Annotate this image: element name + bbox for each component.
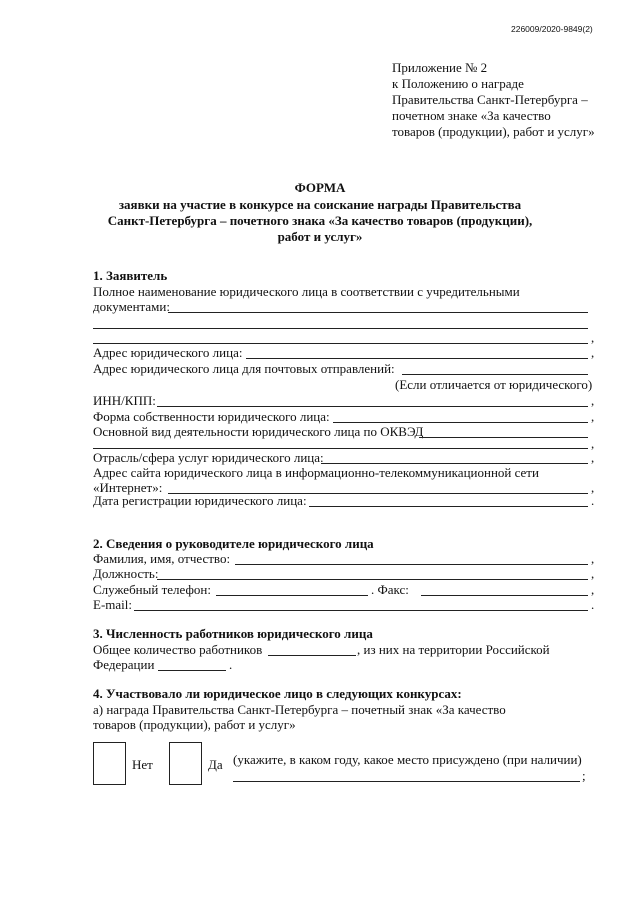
contest-a-line-2: товаров (продукции), работ и услуг» <box>93 717 296 732</box>
punct-period: . <box>229 657 233 672</box>
employees-rf-label-a: , из них на территории Российской <box>357 642 550 657</box>
section-1-heading: 1. Заявитель <box>93 268 168 283</box>
okved-label: Основной вид деятельности юридического лица по ОКВЭД <box>93 424 424 439</box>
punct-comma: , <box>591 582 595 597</box>
registration-date-label: Дата регистрации юридического лица: <box>93 493 307 508</box>
postal-address-field[interactable] <box>402 374 588 375</box>
form-subtitle-line-1: заявки на участие в конкурсе на соискание награды Правительства <box>118 197 522 212</box>
punct-comma: , <box>591 436 595 451</box>
appendix-line-1: Приложение № 2 <box>392 60 488 75</box>
manager-name-field[interactable] <box>235 564 588 565</box>
postal-address-note: (Если отличается от юридического) <box>395 377 593 392</box>
punct-comma: , <box>591 480 595 495</box>
registration-date-field[interactable] <box>309 506 588 507</box>
inn-kpp-label: ИНН/КПП: <box>93 393 156 408</box>
form-title: ФОРМА <box>294 180 346 195</box>
form-subtitle-line-2: Санкт-Петербурга – почетного знака «За качество товаров (продукции), <box>107 213 533 228</box>
punct-comma: , <box>591 551 595 566</box>
employees-total-field[interactable] <box>268 655 356 656</box>
ownership-field[interactable] <box>333 422 588 423</box>
okved-field-2[interactable] <box>93 448 588 449</box>
document-id: 226009/2020-9849(2) <box>511 24 593 34</box>
website-label-line-1: Адрес сайта юридического лица в информационно-телекоммуникационной сети <box>93 465 539 480</box>
punct-comma: , <box>591 393 595 408</box>
inn-kpp-field[interactable] <box>157 406 588 407</box>
punct-comma: , <box>591 566 595 581</box>
fax-label: . Факс: <box>371 582 409 597</box>
industry-field[interactable] <box>321 463 588 464</box>
punct-comma: , <box>591 409 595 424</box>
position-label: Должность: <box>93 566 159 581</box>
full-name-field-3[interactable] <box>93 343 588 344</box>
full-name-field-2[interactable] <box>93 328 588 329</box>
full-name-label-line-1: Полное наименование юридического лица в соответствии с учредительными <box>93 284 520 299</box>
ownership-label: Форма собственности юридического лица: <box>93 409 330 424</box>
punct-semicolon: ; <box>582 768 586 783</box>
appendix-line-5: товаров (продукции), работ и услуг» <box>392 124 595 139</box>
email-label: E-mail: <box>93 597 132 612</box>
full-name-label-line-2: документами: <box>93 299 170 314</box>
yes-checkbox[interactable] <box>169 742 202 785</box>
yes-details-field[interactable] <box>233 781 580 782</box>
appendix-line-4: почетном знаке «За качество <box>392 108 551 123</box>
punct-period: . <box>591 597 595 612</box>
no-checkbox[interactable] <box>93 742 126 785</box>
section-3-heading: 3. Численность работников юридического лица <box>93 626 373 641</box>
punct-period: . <box>591 493 595 508</box>
full-name-field-1[interactable] <box>168 312 588 313</box>
yes-details-note: (укажите, в каком году, какое место присуждено (при наличии) <box>233 752 582 767</box>
fax-field[interactable] <box>421 595 588 596</box>
appendix-line-3: Правительства Санкт-Петербурга – <box>392 92 588 107</box>
postal-address-label: Адрес юридического лица для почтовых отправлений: <box>93 361 395 376</box>
punct-comma: , <box>591 330 595 345</box>
section-4-heading: 4. Участвовало ли юридическое лицо в следующих конкурсах: <box>93 686 462 701</box>
phone-field[interactable] <box>216 595 368 596</box>
contest-a-line-1: а) награда Правительства Санкт-Петербурга – почетный знак «За качество <box>93 702 506 717</box>
employees-total-label: Общее количество работников <box>93 642 263 657</box>
section-2-heading: 2. Сведения о руководителе юридического лица <box>93 536 374 551</box>
email-field[interactable] <box>134 610 588 611</box>
legal-address-label: Адрес юридического лица: <box>93 345 243 360</box>
employees-rf-field[interactable] <box>158 670 226 671</box>
appendix-line-2: к Положению о награде <box>392 76 524 91</box>
manager-name-label: Фамилия, имя, отчество: <box>93 551 231 566</box>
position-field[interactable] <box>157 579 588 580</box>
punct-comma: , <box>591 450 595 465</box>
form-subtitle-line-3: работ и услуг» <box>277 229 363 244</box>
employees-rf-label-b: Федерации <box>93 657 155 672</box>
legal-address-field[interactable] <box>246 358 588 359</box>
punct-comma: , <box>591 345 595 360</box>
no-label: Нет <box>132 757 153 772</box>
okved-field-1[interactable] <box>419 437 588 438</box>
industry-label: Отрасль/сфера услуг юридического лица: <box>93 450 324 465</box>
yes-label: Да <box>208 757 223 772</box>
phone-label: Служебный телефон: <box>93 582 211 597</box>
website-label-line-2: «Интернет»: <box>93 480 163 495</box>
